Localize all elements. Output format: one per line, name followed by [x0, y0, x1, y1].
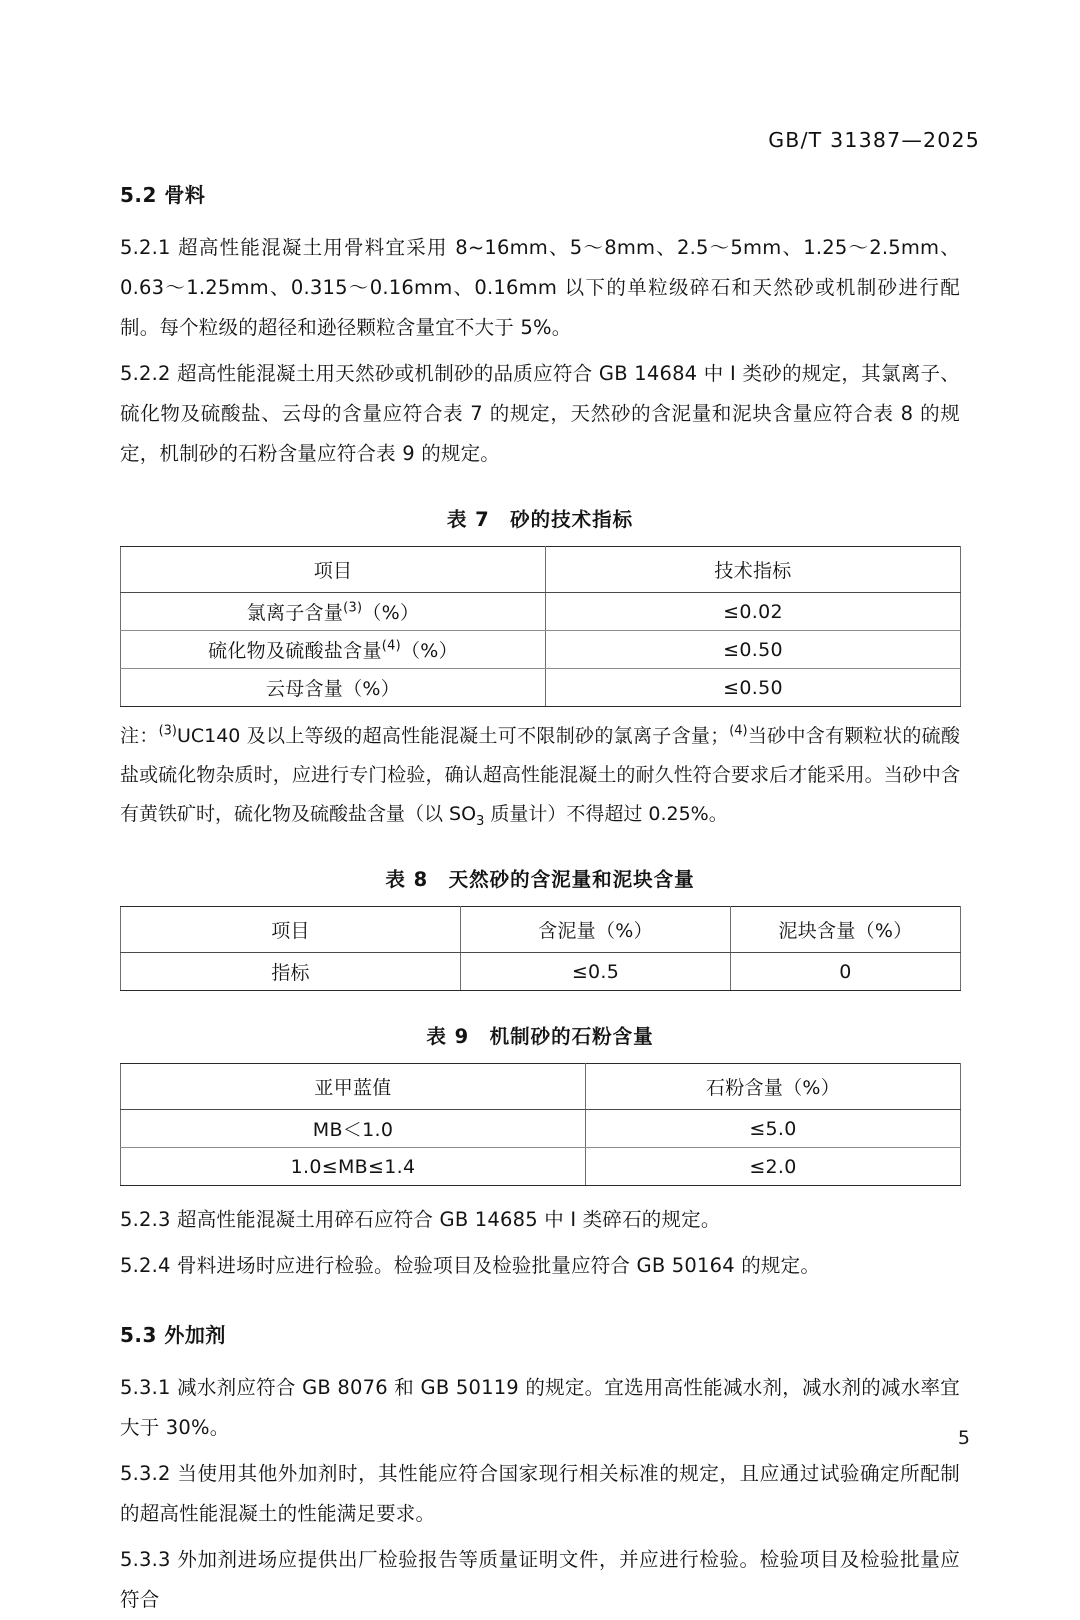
section-heading-aggregate: 5.2 骨料: [120, 183, 206, 207]
item-unit: （%）: [400, 640, 458, 662]
note-text-b: 当砂中含有颗粒状的硫酸盐或硫化物杂质时，应进行专门检验，确认超高性能混凝土的耐久性符合要求后才能采用。当砂中含有黄铁矿时，硫化物及硫酸盐含量（以 SO: [120, 725, 960, 825]
clause-5-3-1: 5.3.1 减水剂应符合 GB 8076 和 GB 50119 的规定。宜选用高性能减水剂，减水剂的减水率宜大于 30%。: [120, 1376, 960, 1439]
footnote-marker: (3): [343, 600, 363, 616]
table9-block: [120, 1021, 960, 1186]
table8-header-item: 项目: [121, 907, 461, 953]
clause-5-2-4: 5.2.4 骨料进场时应进行检验。检验项目及检验批量应符合 GB 50164 的规定。: [120, 1254, 821, 1277]
table7-item-chloride: [121, 593, 546, 631]
page-number: 5: [957, 1427, 970, 1449]
table7-value-chloride: ≤0.02: [546, 593, 961, 631]
footnote-marker: (4): [381, 638, 401, 654]
table7-caption: 表 7 砂的技术指标: [446, 508, 634, 531]
note-prefix: 注：: [120, 725, 159, 747]
clause-5-2-3: 5.2.3 超高性能混凝土用碎石应符合 GB 14685 中 I 类碎石的规定。: [120, 1208, 721, 1231]
table7-note: [120, 717, 960, 834]
table8-caption: 表 8 天然砂的含泥量和泥块含量: [385, 868, 695, 891]
item-unit: （%）: [362, 602, 420, 624]
standard-number-header: GB/T 31387—2025: [768, 128, 980, 152]
table-row: [121, 1148, 961, 1186]
item-text: 氯离子含量: [246, 602, 344, 624]
table9-header-powder: 石粉含量（%）: [586, 1064, 961, 1110]
note-text-a: UC140 及以上等级的超高性能混凝土可不限制砂的氯离子含量；: [176, 725, 730, 747]
item-text: 云母含量: [265, 678, 344, 700]
so3-subscript: 3: [476, 813, 485, 829]
table8-value-mud: ≤0.5: [461, 953, 731, 991]
clause-5-2-1: 5.2.1 超高性能混凝土用骨料宜采用 8~16mm、5～8mm、2.5～5mm、1.25～2.5mm、0.63～1.25mm、0.315～0.16mm、0.16mm 以下的单粒级碎石和天然砂或机制砂进行配制。每个粒级的超径和逊径颗粒含量宜不大于 5%。: [120, 236, 960, 339]
table7: [120, 546, 961, 707]
table-header-row: [121, 907, 961, 953]
table7-value-sulfide: ≤0.50: [546, 631, 961, 669]
table8-block: [120, 864, 960, 991]
table9-header-mb: 亚甲蓝值: [121, 1064, 586, 1110]
table8-header-clay-lump: 泥块含量（%）: [731, 907, 961, 953]
table8: [120, 906, 961, 991]
table7-value-mica: ≤0.50: [546, 669, 961, 707]
footnote-marker-4: (4): [729, 723, 748, 739]
table7-item-sulfide: [121, 631, 546, 669]
table9-caption: 表 9 机制砂的石粉含量: [426, 1025, 654, 1048]
clause-5-2-2: 5.2.2 超高性能混凝土用天然砂或机制砂的品质应符合 GB 14684 中 Ⅰ 类砂的规定，其氯离子、硫化物及硫酸盐、云母的含量应符合表 7 的规定，天然砂的含泥量和泥块含量应符合表 8 的规定，机制砂的石粉含量应符合表 9 的规定。: [120, 362, 960, 465]
table9-mb-high: 1.0≤MB≤1.4: [121, 1148, 586, 1186]
table8-value-clay-lump: 0: [731, 953, 961, 991]
clause-5-3-2: 5.3.2 当使用其他外加剂时，其性能应符合国家现行相关标准的规定，且应通过试验确定所配制的超高性能混凝土的性能满足要求。: [120, 1462, 960, 1525]
table7-item-mica: [121, 669, 546, 707]
item-unit: （%）: [343, 678, 401, 700]
section-heading-admixture: 5.3 外加剂: [120, 1323, 226, 1347]
note-text-c: 质量计）不得超过 0.25%。: [484, 803, 728, 825]
clause-5-3-3: 5.3.3 外加剂进场应提供出厂检验报告等质量证明文件，并应进行检验。检验项目及检验批量应符合: [120, 1548, 960, 1611]
table7-header-item: 项目: [121, 547, 546, 593]
table-row: [121, 593, 961, 631]
table-header-row: [121, 547, 961, 593]
table-row: [121, 669, 961, 707]
table8-item-index: 指标: [121, 953, 461, 991]
table8-header-mud: 含泥量（%）: [461, 907, 731, 953]
table9-mb-low: MB＜1.0: [121, 1110, 586, 1148]
table7-header-spec: 技术指标: [546, 547, 961, 593]
table-row: [121, 1110, 961, 1148]
page-content: [120, 180, 960, 1620]
table-header-row: [121, 1064, 961, 1110]
table9-value-high: ≤2.0: [586, 1148, 961, 1186]
table-row: [121, 953, 961, 991]
footnote-marker-3: (3): [158, 723, 177, 739]
table7-block: [120, 504, 960, 834]
table9-value-low: ≤5.0: [586, 1110, 961, 1148]
table9: [120, 1063, 961, 1186]
item-text: 硫化物及硫酸盐含量: [208, 640, 382, 662]
table-row: [121, 631, 961, 669]
